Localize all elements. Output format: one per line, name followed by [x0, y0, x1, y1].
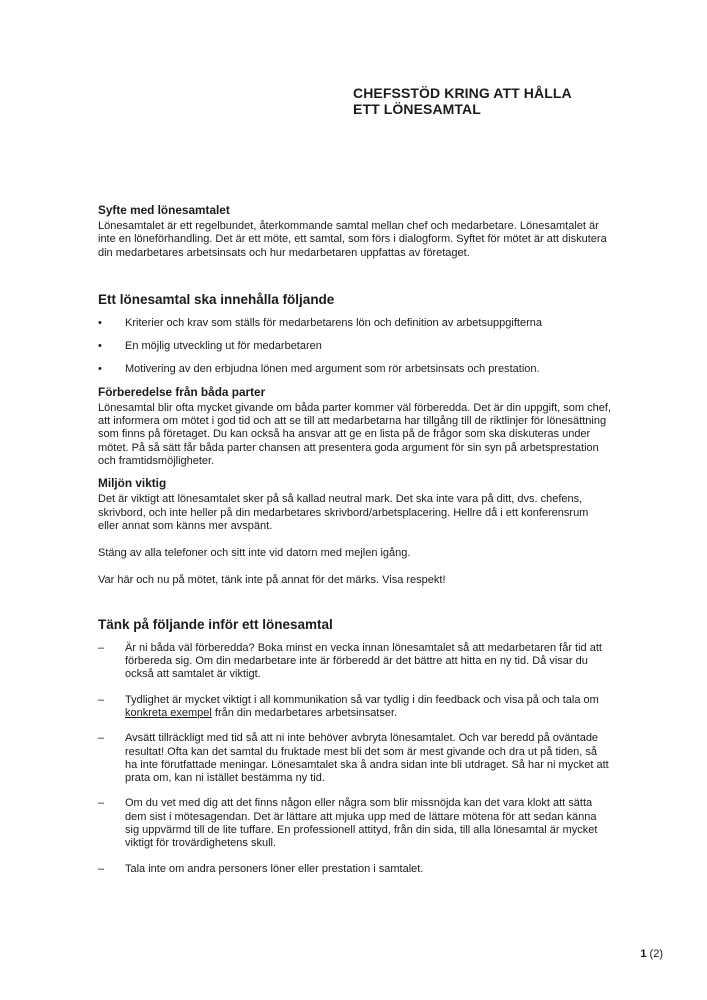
section-paragraph-miljo-3: Var här och nu på mötet, tänk inte på annat för det märks. Visa respekt! [98, 574, 446, 587]
list-item-text-pre: Tydlighet är mycket viktigt i all kommunikation så var tydlig i din feedback och visa på och tala om [125, 693, 599, 706]
list-item-text: Motivering av den erbjudna lönen med argument som rör arbetsinsats och prestation. [125, 363, 540, 376]
bullet-marker: • [98, 340, 102, 353]
dash-marker: – [98, 693, 105, 706]
bullet-marker: • [98, 363, 102, 376]
section-heading-forberedelse: Förberedelse från båda parter [98, 384, 266, 399]
page-number-current: 1 [640, 948, 647, 960]
section-heading-innehall: Ett lönesamtal ska innehålla följande [98, 291, 335, 307]
section-paragraph-miljo-1: Det är viktigt att lönesamtalet sker på så kallad neutral mark. Det ska inte vara på ditt, dvs. chefens, skrivbord, och inte heller på din medarbetares skrivbord/arbetsplacering. Hellre då i ett konferensrum eller annat som känns mer avspänt. [98, 493, 589, 532]
bullet-marker: • [98, 316, 102, 329]
list-item [98, 863, 612, 876]
dash-marker: – [98, 641, 105, 654]
page-number [640, 948, 663, 961]
underlined-text: konkreta exempel [125, 706, 212, 719]
section-paragraph-miljo-2: Stäng av alla telefoner och sitt inte vid datorn med mejlen igång. [98, 547, 411, 560]
list-item [98, 642, 612, 682]
list-item [98, 732, 612, 785]
section-heading-miljo: Miljön viktig [98, 476, 167, 491]
section-paragraph-forberedelse: Lönesamtal blir ofta mycket givande om båda parter kommer väl förberedda. Det är din uppgift, som chef, att informera om mötet i god tid och att se till att medarbetarna har tillgång till de riktlinjer för lönesättning som finns på företaget. Du kan också ha ansvar att ge en lista på de frågor som ska diskuteras under mötet. På så sätt får båda parter chansen att presentera goda argument för sin syn på arbetsprestation och framtidsmöjligheter. [98, 401, 611, 467]
document-title-line1: CHEFSSTÖD KRING ATT HÅLLA [353, 85, 572, 101]
list-item-text: Om du vet med dig att det finns någon eller några som blir missnöjda kan det vara klokt att sätta dem sist i mötesagendan. Det är lättare att mjuka upp med de lättare mötena för att sedan känna sig uppvärmd till de lite tuffare. En professionell attityd, från din sida, till alla lönesamtal är mycket viktigt för trovärdighetens skull. [125, 797, 598, 850]
section-heading-syfte: Syfte med lönesamtalet [98, 203, 230, 217]
list-item-text-post: från din medarbetares arbetsinsatser. [211, 706, 398, 719]
list-item [98, 797, 612, 850]
list-item-text: Tala inte om andra personers löner eller prestation i samtalet. [125, 862, 424, 875]
dash-marker: – [98, 862, 105, 875]
list-item [98, 340, 612, 353]
document-body [98, 203, 612, 876]
list-item-text: Är ni båda väl förberedda? Boka minst en vecka innan lönesamtalet så att medarbetaren får tid att förbereda sig. Om din medarbetare inte är förberedd är det bättre att hitta en ny tid. Då visar du också att samtalet är viktigt. [125, 641, 602, 681]
dash-marker: – [98, 797, 105, 810]
document-title [353, 86, 572, 117]
document-title-line2: ETT LÖNESAMTAL [353, 100, 481, 117]
dash-marker: – [98, 732, 105, 745]
list-item-text: En möjlig utveckling ut för medarbetaren [125, 340, 322, 353]
list-item-text [125, 694, 599, 719]
list-item [98, 317, 612, 330]
list-item [98, 694, 612, 721]
page-number-total: (2) [646, 948, 663, 960]
section-paragraph-syfte: Lönesamtalet är ett regelbundet, återkommande samtal mellan chef och medarbetare. Lönesamtalet är inte en löneförhandling. Det är ett möte, ett samtal, som förs i dialogform. Syftet för mötet är att diskutera din medarbetares arbetsinsats och hur medarbetaren uppfattas av företaget. [98, 220, 607, 259]
list-item-text: Avsätt tillräckligt med tid så att ni inte behöver avbryta lönesamtalet. Och var beredd på oväntade resultat! Ofta kan det samtal du fruktade mest bli det som är mest givande och dra ut på tiden, så ha inte förutfattade meningar. Lönesamtalet ska å andra sidan inte bli utdraget. Så har ni mycket att prata om, kan ni istället bestämma ny tid. [125, 732, 609, 785]
section-heading-tank: Tänk på följande inför ett lönesamtal [98, 616, 333, 632]
list-item-text: Kriterier och krav som ställs för medarbetarens lön och definition av arbetsuppgifterna [125, 316, 542, 329]
list-item [98, 363, 612, 376]
